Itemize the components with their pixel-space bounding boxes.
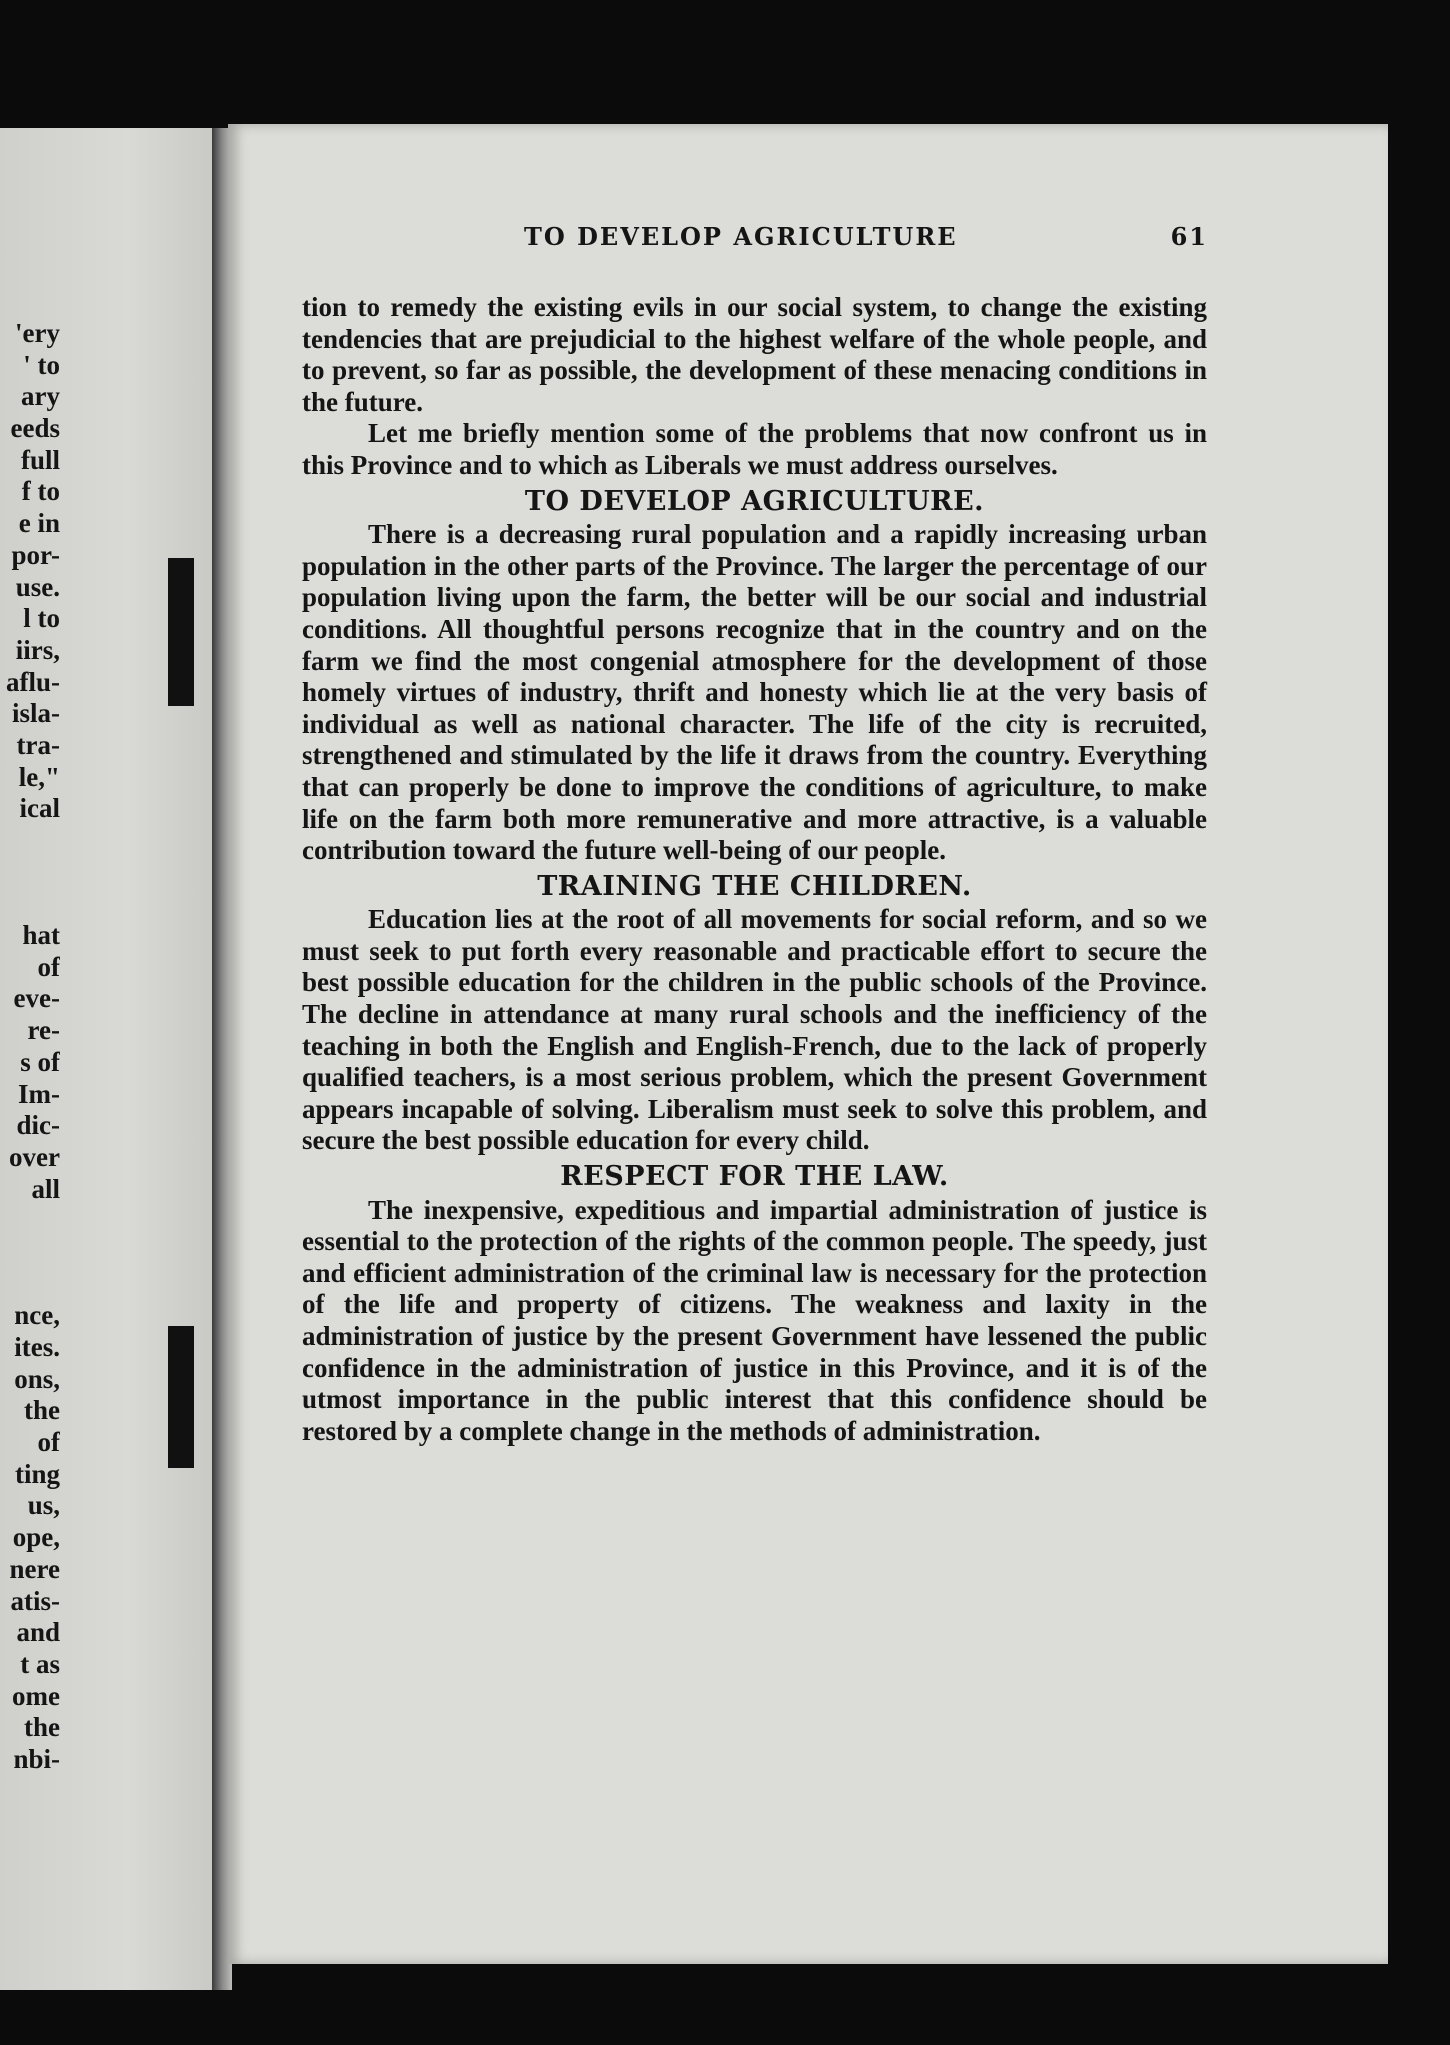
facing-page-line: full: [20, 444, 60, 475]
running-head-title: TO DEVELOP AGRICULTURE: [524, 222, 958, 251]
facing-page-line: over: [9, 1141, 60, 1172]
section-heading-agriculture: TO DEVELOP AGRICULTURE.: [524, 485, 985, 517]
facing-page-line: le,": [18, 761, 60, 792]
facing-page-line: the: [24, 1712, 60, 1743]
facing-page-line: of: [37, 1427, 60, 1458]
facing-page-text: [0, 318, 60, 1776]
facing-page: [0, 128, 212, 1990]
facing-page-line: [0, 1205, 60, 1237]
page-body: [302, 292, 1207, 1447]
facing-page-line: eeds: [10, 413, 60, 444]
facing-page-line: l to: [23, 603, 60, 634]
facing-page-line: eve-: [13, 983, 60, 1014]
facing-page-line: iirs,: [15, 634, 60, 665]
facing-page-line: por-: [11, 539, 60, 570]
facing-page-line: use.: [15, 571, 60, 602]
facing-page-line: nce,: [14, 1300, 60, 1331]
facing-page-line: nere: [9, 1553, 60, 1584]
facing-page-line: aflu-: [6, 666, 60, 697]
facing-page-line: [0, 888, 60, 920]
facing-page-line: re-: [27, 1015, 60, 1046]
facing-page-line: all: [31, 1173, 60, 1204]
facing-page-line: [0, 1269, 60, 1301]
facing-page-line: 'ery: [15, 318, 60, 348]
margin-rule-mark: [168, 1326, 194, 1468]
facing-page-line: hat: [22, 920, 60, 951]
facing-page-line: Im-: [18, 1078, 60, 1109]
facing-page-line: ope,: [12, 1522, 60, 1553]
facing-page-line: ons,: [14, 1363, 60, 1394]
section-paragraph-children: Education lies at the root of all movements for social reform, and so we must seek to put forth every reasonable and practicable effort to secure the best possible education for the children in the public schools of the Province. The decline in attendance at many rural schools and the inefficiency of the teaching in both the English and English-French, due to the lack of properly qualified teachers, is a most serious problem, which the present Government appears incapable of solving. Liberalism must seek to solve this problem, and secure the best possible education for every child.: [302, 904, 1207, 1156]
facing-page-line: atis-: [10, 1585, 60, 1616]
facing-page-line: f to: [21, 476, 60, 507]
opening-paragraph: tion to remedy the existing evils in our social system, to change the existing tendencies that are prejudicial to the highest welfare of the whole people, and to prevent, so far as possible, the development of these menacing conditions in the future.: [302, 292, 1207, 417]
facing-page-line: [0, 825, 60, 857]
facing-page-line: us,: [27, 1490, 60, 1521]
facing-page-line: s of: [20, 1046, 60, 1077]
section-paragraph-law: The inexpensive, expeditious and impartial administration of justice is essential to the protection of the rights of the common people. The speedy, just and efficient administration of the criminal law is necessary for the protection of the life and property of citizens. The weakness and laxity in the administration of justice by the present Government have lessened the public confidence in the administration of justice in this Province, and it is of the utmost importance in the public interest that this confidence should be restored by a complete change in the methods of administration.: [302, 1194, 1207, 1446]
facing-page-line: isla-: [11, 698, 60, 729]
intro-paragraph: Let me briefly mention some of the problems that now confront us in this Province and to which as Liberals we must address ourselves.: [302, 418, 1207, 480]
facing-page-line: and: [16, 1617, 60, 1648]
facing-page-line: e in: [18, 508, 60, 539]
facing-page-line: ary: [21, 381, 60, 412]
margin-rule-mark: [168, 558, 194, 706]
section-paragraph-agriculture: There is a decreasing rural population and a rapidly increasing urban population in the other parts of the Province. The larger the percentage of our population living upon the farm, the better will be our social and industrial conditions. All thoughtful persons recognize that in the country and on the farm we find the most congenial atmosphere for the development of those homely virtues of industry, thrift and honesty which lie at the very basis of individual as well as national character. The life of the city is recruited, strengthened and stimulated by the life it draws from the country. Everything that can properly be done to improve the conditions of agriculture, to make life on the farm both more remunerative and more attractive, is a valuable contribution toward the future well-being of our people.: [302, 519, 1207, 866]
facing-page-line: ical: [19, 793, 60, 824]
section-heading-law: RESPECT FOR THE LAW.: [560, 1161, 949, 1193]
facing-page-line: ites.: [14, 1332, 60, 1362]
facing-page-line: dic-: [16, 1110, 60, 1141]
facing-page-line: t as: [20, 1648, 60, 1679]
facing-page-line: the: [24, 1395, 60, 1426]
facing-page-line: [0, 1237, 60, 1269]
section-heading-children: TRAINING THE CHILDREN.: [537, 870, 972, 902]
facing-page-line: [0, 857, 60, 889]
page-number: 61: [1170, 222, 1208, 251]
facing-page-line: of: [37, 951, 60, 982]
facing-page-line: nbi-: [13, 1743, 60, 1774]
facing-page-line: ting: [14, 1458, 60, 1489]
facing-page-line: ome: [12, 1680, 60, 1711]
facing-page-line: ' to: [23, 349, 60, 380]
facing-page-line: tra-: [16, 729, 60, 760]
